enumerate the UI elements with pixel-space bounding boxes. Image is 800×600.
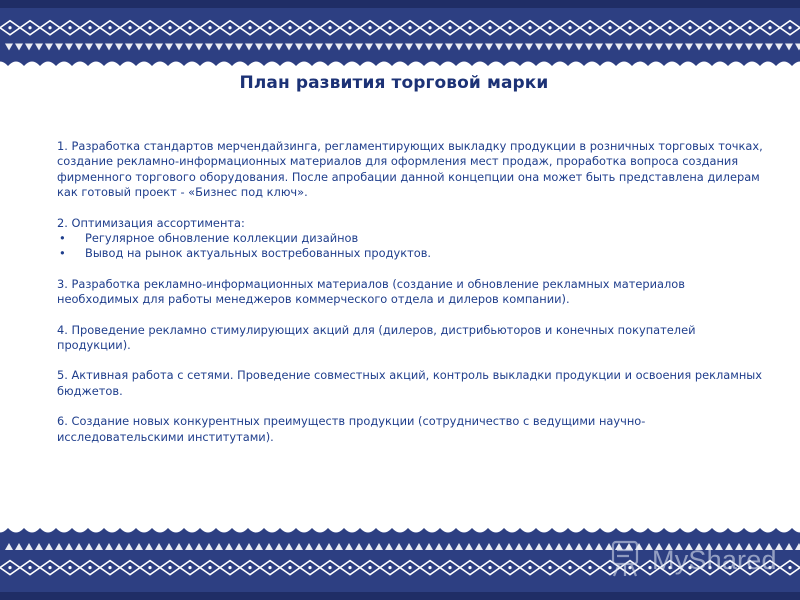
myshared-logo-icon: [604, 538, 646, 582]
watermark: [604, 538, 777, 582]
assortment-bullet-list: [57, 231, 767, 262]
plan-item-5: 5. Активная работа с сетями. Проведение совместных акций, контроль выкладки продукции и освоения рекламных бюджетов.: [57, 368, 763, 398]
plan-item-2-heading: 2. Оптимизация ассортимента:: [57, 215, 245, 230]
slide-content: [57, 139, 767, 460]
bullet-text: Регулярное обновление коллекции дизайнов: [85, 231, 359, 246]
plan-item-1: 1. Разработка стандартов мерчендайзинга, регламентирующих выкладку продукции в розничных торговых точках, создание рекламно-информационных материалов для оформления мест продаж, проработка вопроса создания фирменного торгового оборудования. После апробации данной концепции она может быть представлена дилерам как готовый проект - «Бизнес под ключ».: [57, 139, 763, 200]
plan-item-3: 3. Разработка рекламно-информационных материалов (создание и обновление рекламных материалов необходимых для работы менеджеров коммерческого отдела и дилеров компании).: [57, 276, 685, 307]
slide-title: План развития торговой марки: [239, 73, 549, 93]
bullet-text: Вывод на рынок актуальных востребованных продуктов.: [85, 246, 432, 261]
watermark-text: MyShared: [652, 544, 777, 575]
bullet-dot: •: [59, 231, 66, 246]
top-ornament-band: [0, 0, 800, 66]
bullet-dot: •: [59, 246, 66, 261]
bullet-item: [57, 231, 767, 246]
plan-item-4: 4. Проведение рекламно стимулирующих акций для (дилеров, дистрибьюторов и конечных покупателей продукции).: [57, 322, 696, 353]
bullet-item: [57, 246, 767, 261]
plan-item-6: 6. Создание новых конкурентных преимуществ продукции (сотрудничество с ведущими научно-исследовательскими институтами).: [57, 414, 646, 444]
